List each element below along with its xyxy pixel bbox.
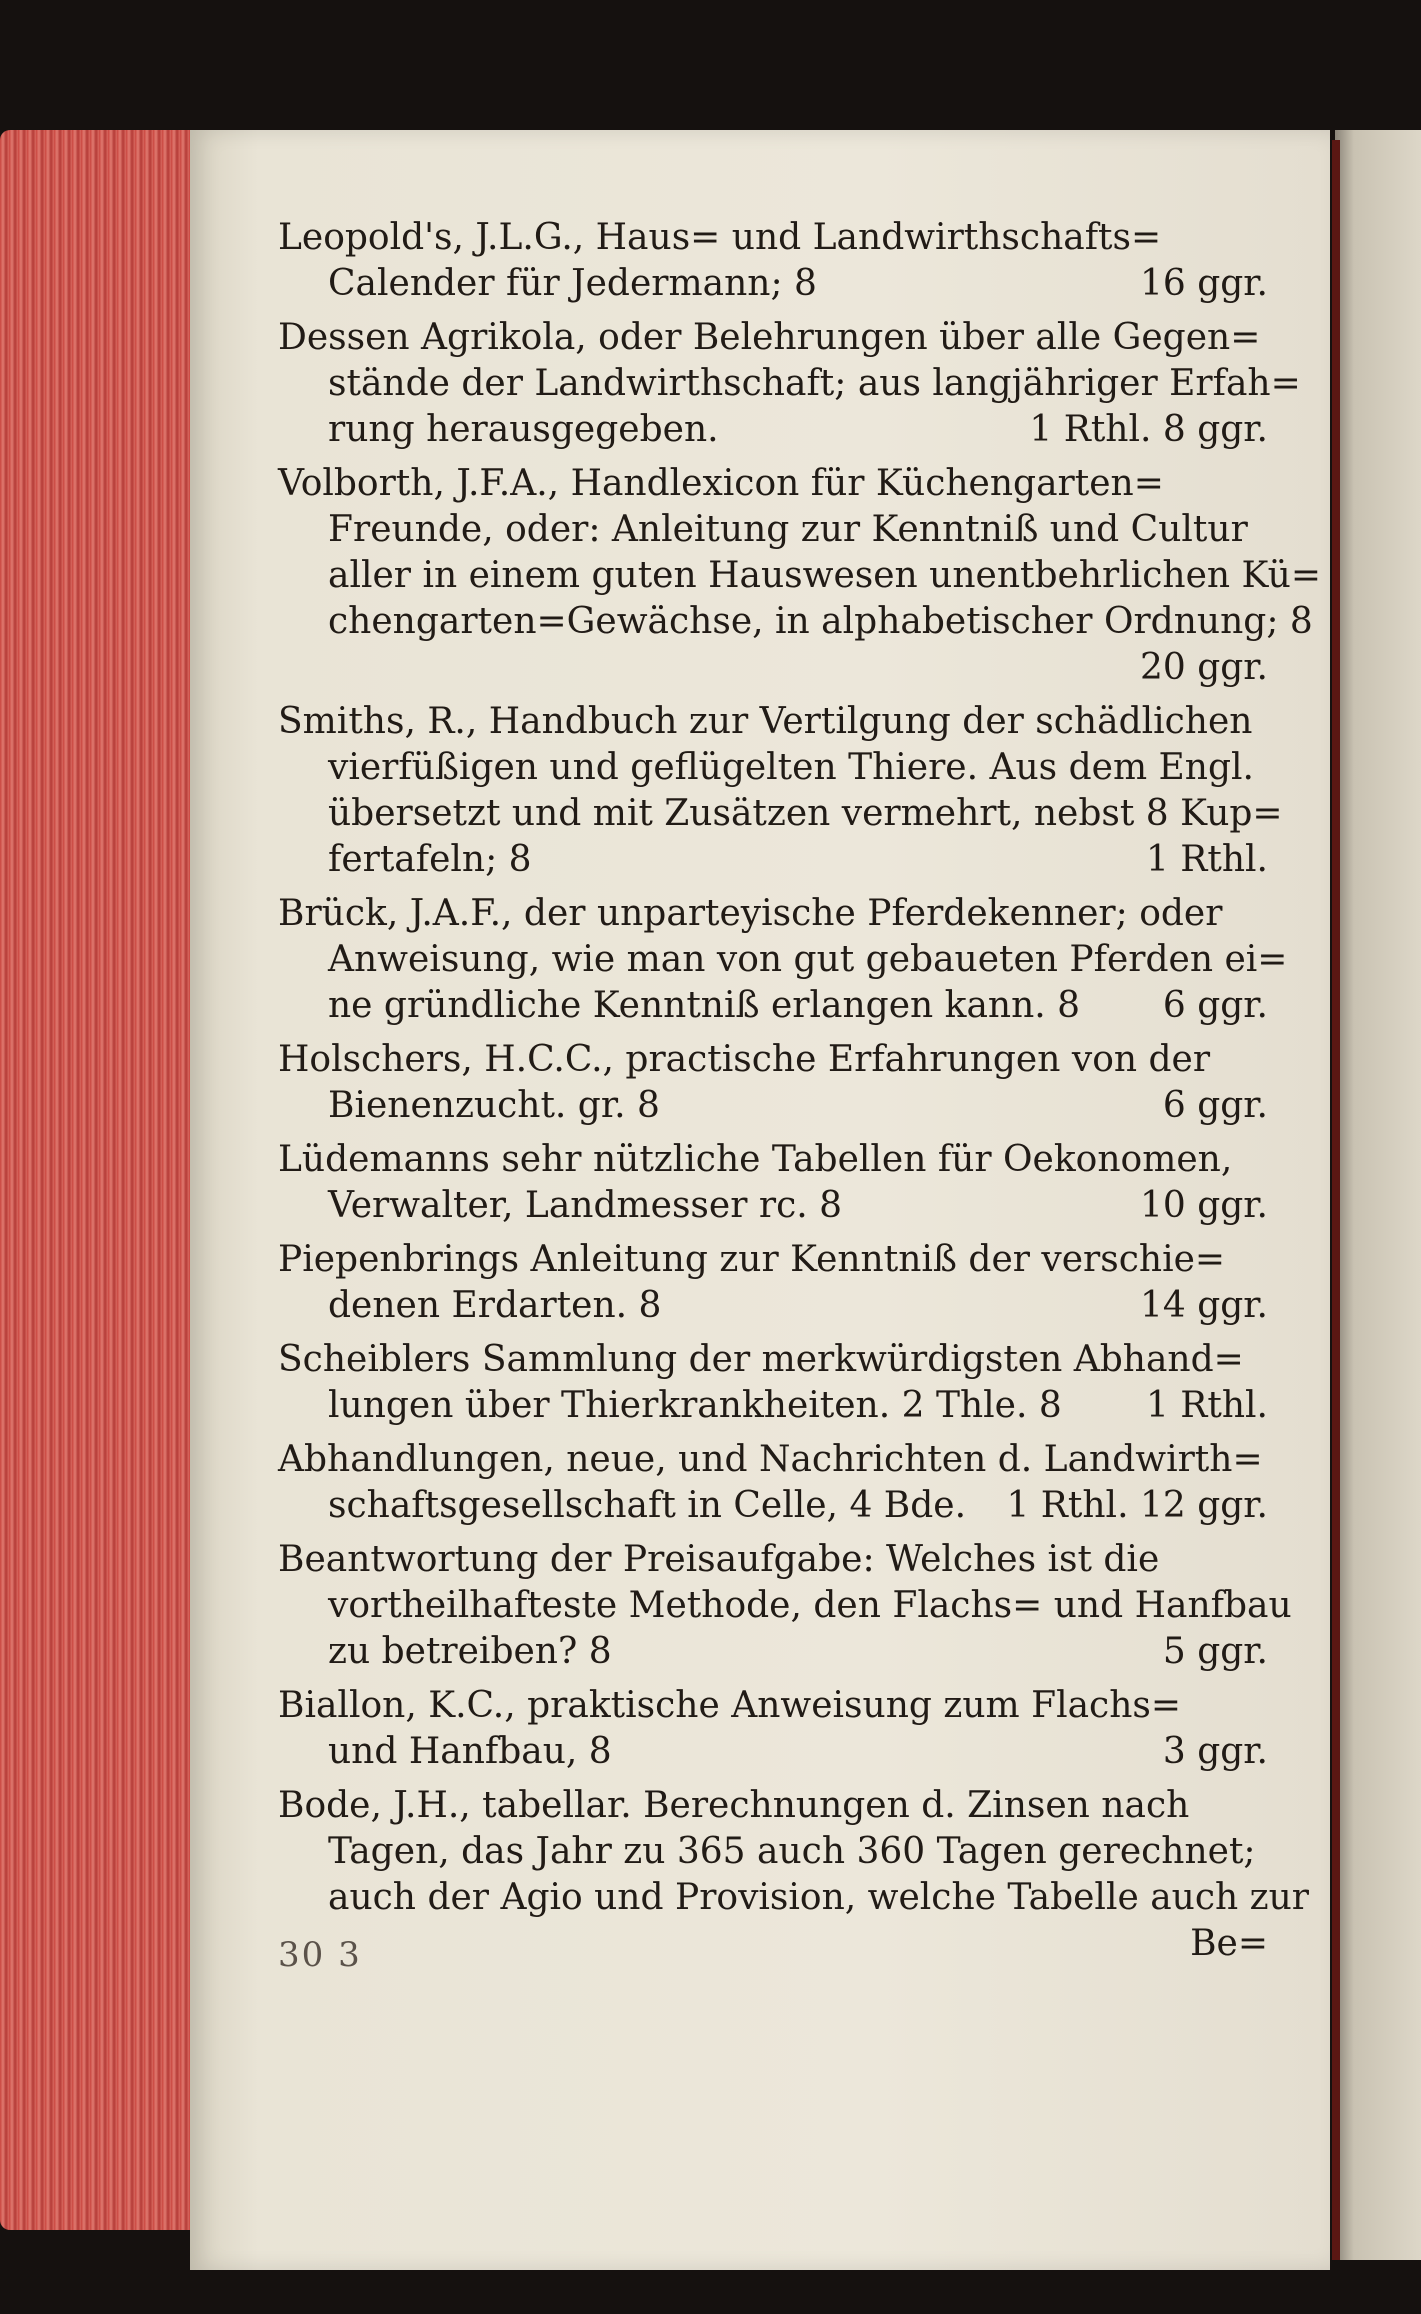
entry-line: vierfüßigen und geflügelten Thiere. Aus dem Engl.	[328, 747, 1254, 788]
entry-line: Piepenbrings Anleitung zur Kenntniß der verschie=	[278, 1239, 1226, 1280]
entry-line	[278, 261, 1268, 307]
price: 1 Rthl. 8 ggr.	[1029, 409, 1268, 450]
line-text: zu betreiben? 8	[328, 1631, 612, 1672]
price: 6 ggr.	[1162, 985, 1268, 1026]
entry-line: aller in einem guten Hauswesen unentbehrlichen Kü=	[328, 555, 1321, 596]
line-text: Bienenzucht. gr. 8	[328, 1085, 660, 1126]
entry-line: chengarten=Gewächse, in alphabetischer Ordnung; 8	[328, 601, 1313, 642]
catalog-entry	[278, 1783, 1309, 1967]
entry-line: stände der Landwirthschaft; aus langjähriger Erfah=	[328, 363, 1301, 404]
catalog-entry	[278, 1337, 1268, 1429]
line-text: ne gründliche Kenntniß erlangen kann. 8	[328, 985, 1081, 1026]
entry-line: auch der Agio und Provision, welche Tabelle auch zur	[328, 1877, 1309, 1918]
line-text: Verwalter, Landmesser rc. 8	[328, 1185, 843, 1226]
price: 3 ggr.	[1162, 1731, 1268, 1772]
entry-line: vortheilhafteste Methode, den Flachs= und Hanfbau	[328, 1585, 1292, 1626]
line-text: rung herausgegeben.	[328, 409, 719, 450]
entry-line: Holschers, H.C.C., practische Erfahrungen von der	[278, 1039, 1211, 1080]
catalog-entry	[278, 1537, 1292, 1675]
entry-line	[278, 1483, 1268, 1529]
price: 1 Rthl.	[1145, 1385, 1268, 1426]
entry-line: Biallon, K.C., praktische Anweisung zum Flachs=	[278, 1685, 1182, 1726]
entry-line: Brück, J.A.F., der unparteyische Pferdekenner; oder	[278, 893, 1223, 934]
catalog-entry	[278, 215, 1268, 307]
catalog-entry	[278, 699, 1283, 883]
entry-line: Tagen, das Jahr zu 365 auch 360 Tagen gerechnet;	[328, 1831, 1256, 1872]
entry-line	[278, 1283, 1268, 1329]
entry-line: Freunde, oder: Anleitung zur Kenntniß und Cultur	[328, 509, 1248, 550]
catalog-entry	[278, 891, 1288, 1029]
entry-line	[278, 983, 1268, 1029]
entry-line	[278, 1383, 1268, 1429]
line-text: und Hanfbau, 8	[328, 1731, 612, 1772]
price: Be=	[1190, 1923, 1268, 1964]
price: 1 Rthl. 12 ggr.	[1006, 1485, 1268, 1526]
signature-mark: 30 3	[278, 1935, 362, 1975]
entry-line: Bode, J.H., tabellar. Berechnungen d. Zinsen nach	[278, 1785, 1190, 1826]
catalog-entry	[278, 1237, 1268, 1329]
price: 6 ggr.	[1162, 1085, 1268, 1126]
entry-line: Anweisung, wie man von gut gebaueten Pferden ei=	[328, 939, 1288, 980]
entry-line: Leopold's, J.L.G., Haus= und Landwirthschafts=	[278, 217, 1162, 258]
entry-line: Scheiblers Sammlung der merkwürdigsten Abhand=	[278, 1339, 1244, 1380]
entry-line: Smiths, R., Handbuch zur Vertilgung der schädlichen	[278, 701, 1253, 742]
catalog-entry	[278, 1137, 1268, 1229]
entry-line	[278, 1083, 1268, 1129]
line-text: schaftsgesellschaft in Celle, 4 Bde.	[328, 1485, 967, 1526]
entry-line	[278, 1183, 1268, 1229]
entry-line: Dessen Agrikola, oder Belehrungen über alle Gegen=	[278, 317, 1261, 358]
entry-line: Abhandlungen, neue, und Nachrichten d. Landwirth=	[278, 1439, 1263, 1480]
catalog-entry	[278, 1437, 1268, 1529]
entry-line	[278, 407, 1268, 453]
entry-line: Volborth, J.F.A., Handlexicon für Küchengarten=	[278, 463, 1164, 504]
book-cover-right	[1332, 140, 1340, 2260]
catalog-entry	[278, 461, 1321, 691]
entry-line	[278, 1729, 1268, 1775]
entry-line	[278, 1629, 1268, 1675]
price: 20 ggr.	[1139, 647, 1268, 688]
page-text	[278, 215, 1321, 1975]
price: 5 ggr.	[1162, 1631, 1268, 1672]
price: 16 ggr.	[1139, 263, 1268, 304]
line-text: fertafeln; 8	[328, 839, 532, 880]
price: 10 ggr.	[1139, 1185, 1268, 1226]
line-text: lungen über Thierkrankheiten. 2 Thle. 8	[328, 1385, 1062, 1426]
price: 1 Rthl.	[1145, 839, 1268, 880]
page-edges	[0, 130, 200, 2230]
entry-line: Beantwortung der Preisaufgabe: Welches ist die	[278, 1539, 1160, 1580]
entry-line	[278, 837, 1268, 883]
entry-line: übersetzt und mit Zusätzen vermehrt, nebst 8 Kup=	[328, 793, 1283, 834]
facing-page-edge	[1335, 130, 1421, 2260]
catalog-entry	[278, 1037, 1268, 1129]
line-text: denen Erdarten. 8	[328, 1285, 662, 1326]
price: 14 ggr.	[1139, 1285, 1268, 1326]
line-text: Calender für Jedermann; 8	[328, 263, 817, 304]
entry-line: Lüdemanns sehr nützliche Tabellen für Oekonomen,	[278, 1139, 1233, 1180]
catalog-entry	[278, 1683, 1268, 1775]
catalog-entry	[278, 315, 1301, 453]
